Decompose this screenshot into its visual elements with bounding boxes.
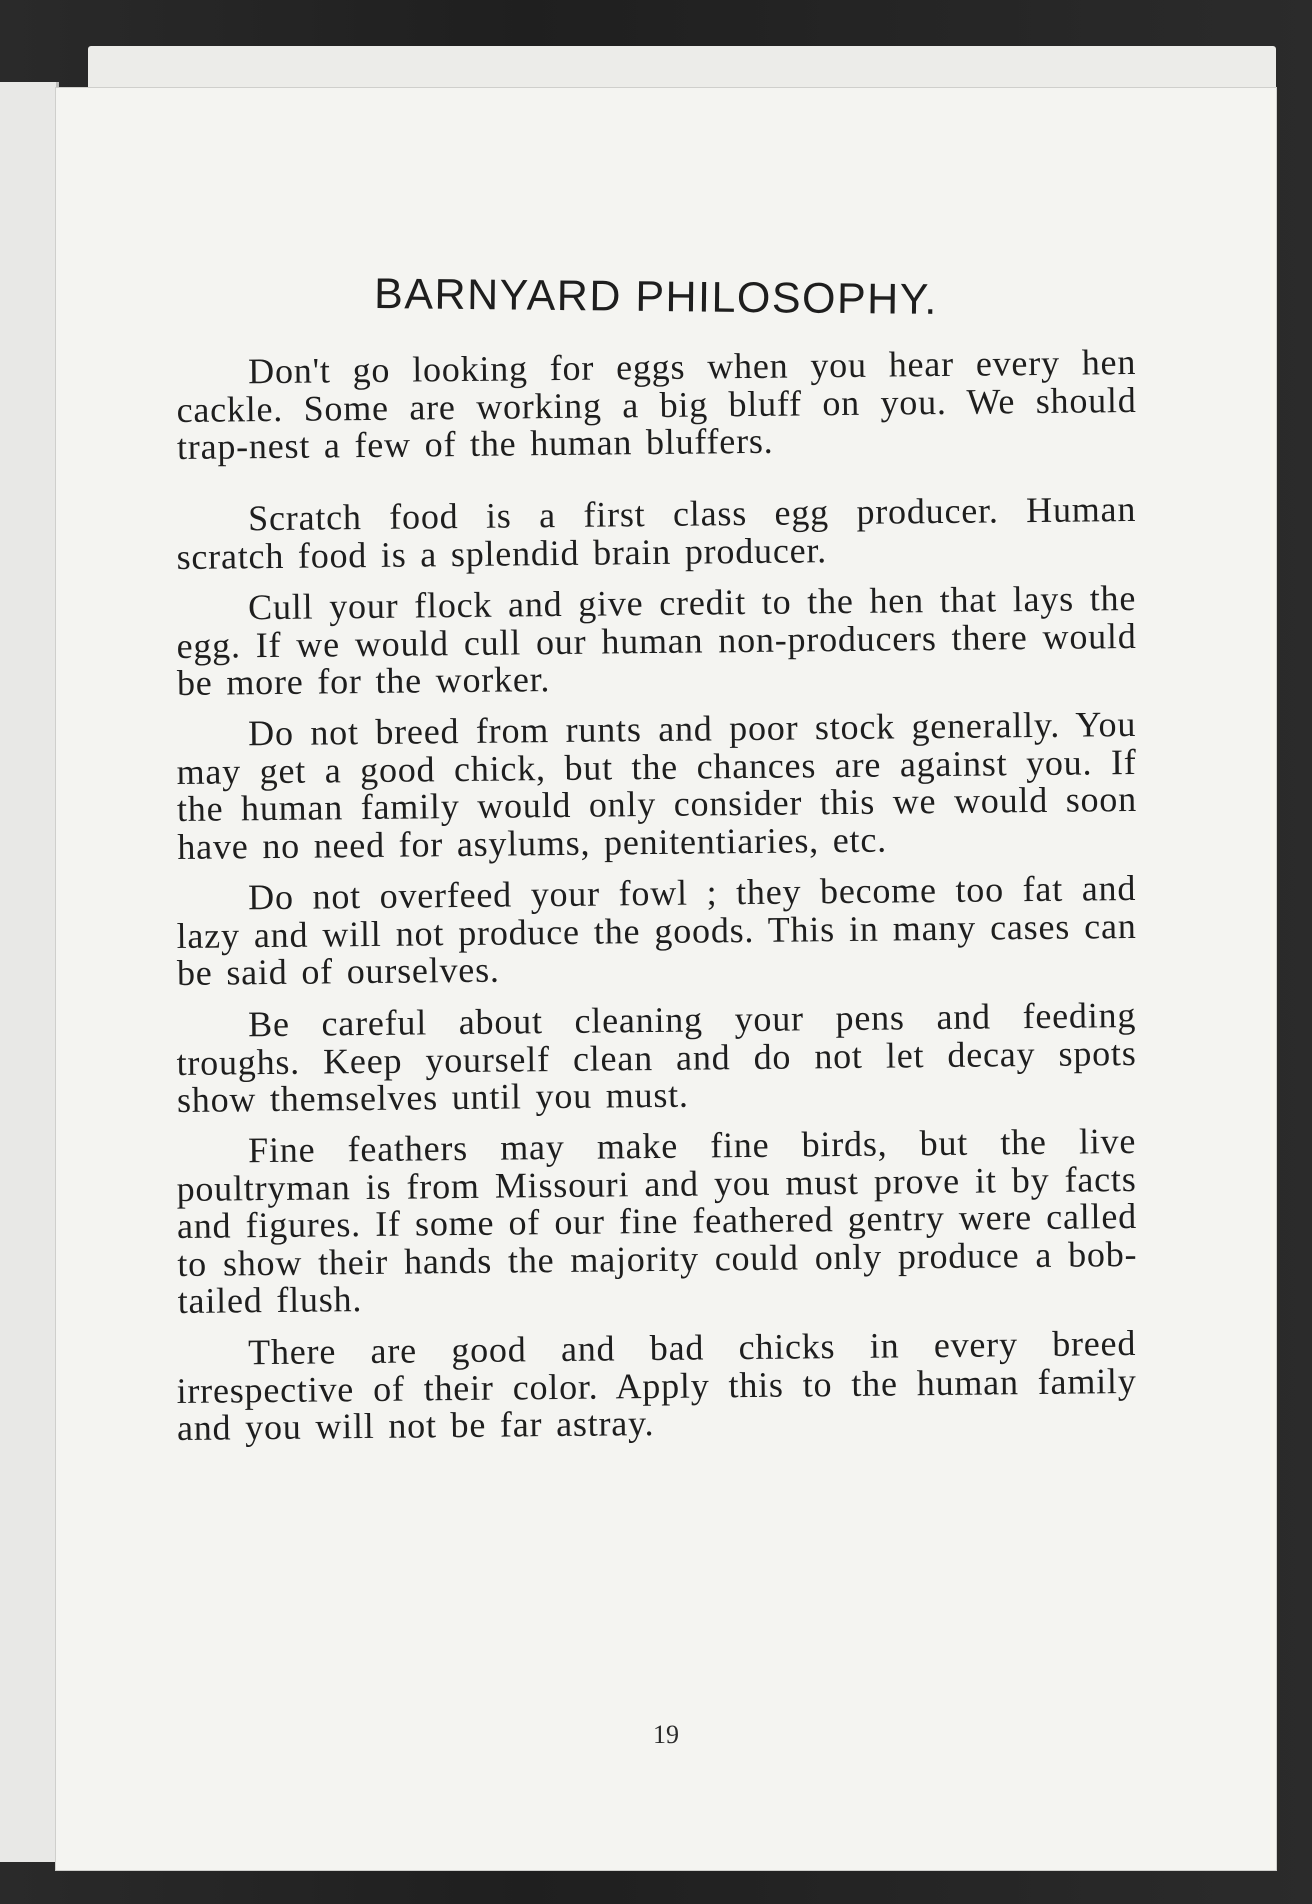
paragraph-8: There are good and bad chicks in every breed irrespective of their color. Apply this to the human family and you will not be far astray.	[176, 1322, 1137, 1448]
book-page	[56, 88, 1276, 1870]
paragraph-5: Do not overfeed your fowl ; they become too fat and lazy and will not produce the goods. This in many cases can be said of ourselves.	[176, 867, 1137, 993]
paragraph-1: Don't go looking for eggs when you hear every hen cackle. Some are working a big bluff on you. We should trap-nest a few of the human bluffers.	[176, 341, 1137, 467]
paragraph-7: Fine feathers may make fine birds, but the live poultryman is from Missouri and you must prove it by facts and figures. If some of our fine feathered gentry were called to show their hands the majority could only produce a bob-tailed flush.	[176, 1120, 1138, 1321]
page-content	[176, 270, 1138, 1461]
paragraph-3: Cull your flock and give credit to the hen that lays the egg. If we would cull our human non-producers there would be more for the worker.	[176, 577, 1137, 703]
page-number: 19	[653, 1720, 679, 1749]
facing-page-edge	[0, 82, 59, 1862]
paragraph-4: Do not breed from runts and poor stock generally. You may get a good chick, but the chances are against you. If the human family would only consider this we would soon have no need for asylums, penitentiaries, etc.	[176, 703, 1138, 867]
paragraph-2: Scratch food is a first class egg producer. Human scratch food is a splendid brain producer.	[176, 488, 1137, 576]
paragraph-6: Be careful about cleaning your pens and feeding troughs. Keep yourself clean and do not let decay spots show themselves until you must.	[176, 994, 1137, 1120]
page-title: BARNYARD PHILOSOPHY.	[373, 270, 939, 324]
